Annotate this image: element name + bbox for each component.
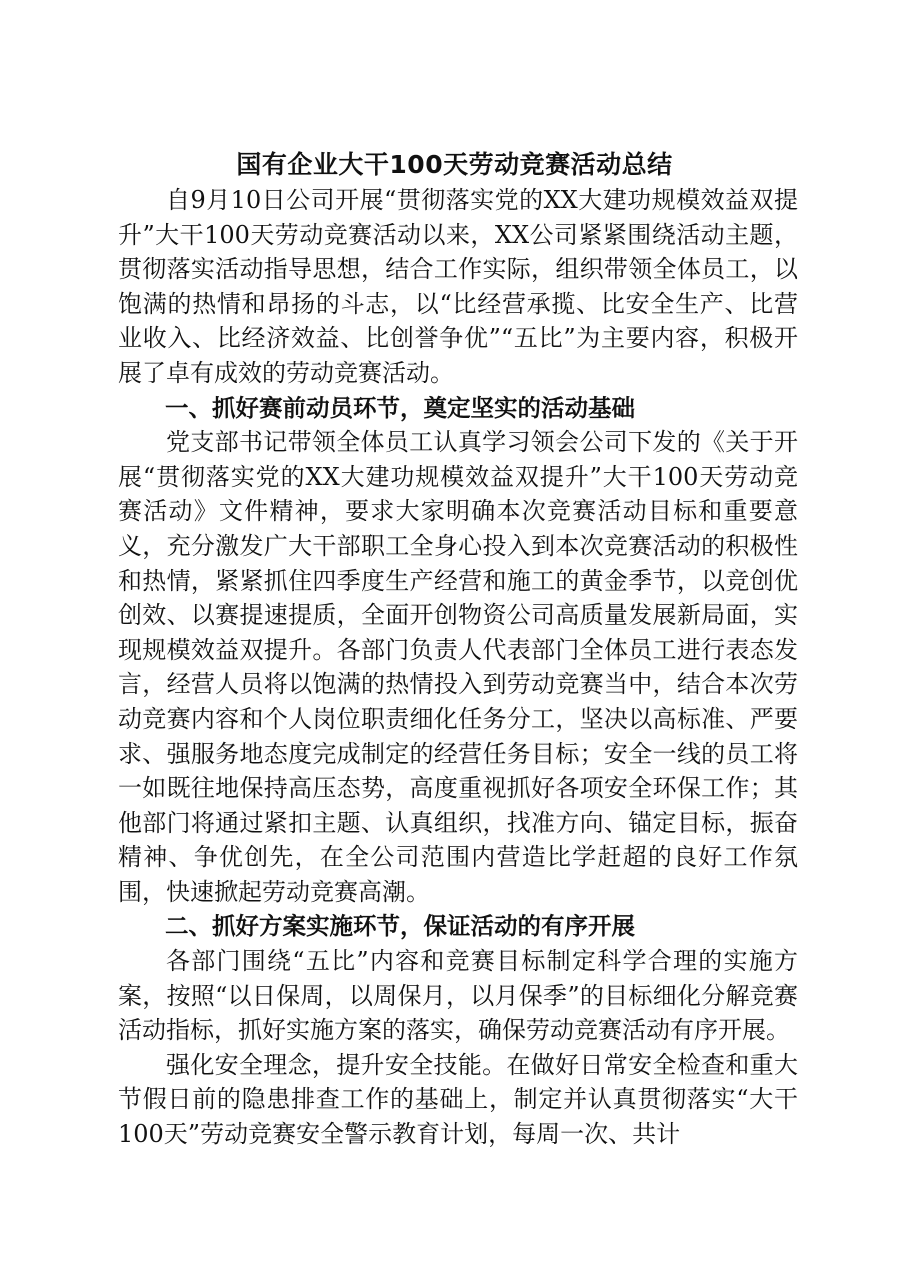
section-2-paragraph-2: 强化安全理念，提升安全技能。在做好日常安全检查和重大节假日前的隐患排查工作的基础上，制定并认真贯彻落实“大干100天”劳动竞赛安全警示教育计划，每周一次、共计 <box>118 1050 798 1149</box>
section-2-paragraph-1: 各部门围绕“五比”内容和竞赛目标制定科学合理的实施方案，按照“以日保周，以周保月，以月保季”的目标细化分解竞赛活动指标，抓好实施方案的落实，确保劳动竞赛活动有序开展。 <box>118 947 798 1045</box>
section-2-heading: 二、抓好方案实施环节，保证活动的有序开展 <box>165 912 635 941</box>
intro-paragraph: 自9月10日公司开展“贯彻落实党的XX大建功规模效益双提升”大干100天劳动竞赛活动以来，XX公司紧紧围绕活动主题，贯彻落实活动指导思想，结合工作实际，组织带领全体员工，以饱满的热情和昂扬的斗志，以“比经营承揽、比安全生产、比营业收入、比经济效益、比创誉争优”“五比”为主要内容，积极开展了卓有成效的劳动竞赛活动。 <box>118 186 798 387</box>
section-1-heading: 一、抓好赛前动员环节，奠定坚实的活动基础 <box>165 393 635 422</box>
section-1-paragraph-1: 党支部书记带领全体员工认真学习领会公司下发的《关于开展“贯彻落实党的XX大建功规模效益双提升”大干100天劳动竞赛活动》文件精神，要求大家明确本次竞赛活动目标和重要意义，充分激发广大干部职工全身心投入到本次竞赛活动的积极性和热情，紧紧抓住四季度生产经营和施工的黄金季节，以竞创优创效、以赛提速提质，全面开创物资公司高质量发展新局面，实现规模效益双提升。各部门负责人代表部门全体员工进行表态发言，经营人员将以饱满的热情投入到劳动竞赛当中，结合本次劳动竞赛内容和个人岗位职责细化任务分工，坚决以高标准、严要求、强服务地态度完成制定的经营任务目标；安全一线的员工将一如既往地保持高压态势，高度重视抓好各项安全环保工作；其他部门将通过紧扣主题、认真组织，找准方向、锚定目标，振奋精神、争优创先，在全公司范围内营造比学赶超的良好工作氛围，快速掀起劳动竞赛高潮。 <box>118 428 798 906</box>
document-title: 国有企业大干100天劳动竞赛活动总结 <box>236 150 673 179</box>
document-body <box>118 183 798 1152</box>
